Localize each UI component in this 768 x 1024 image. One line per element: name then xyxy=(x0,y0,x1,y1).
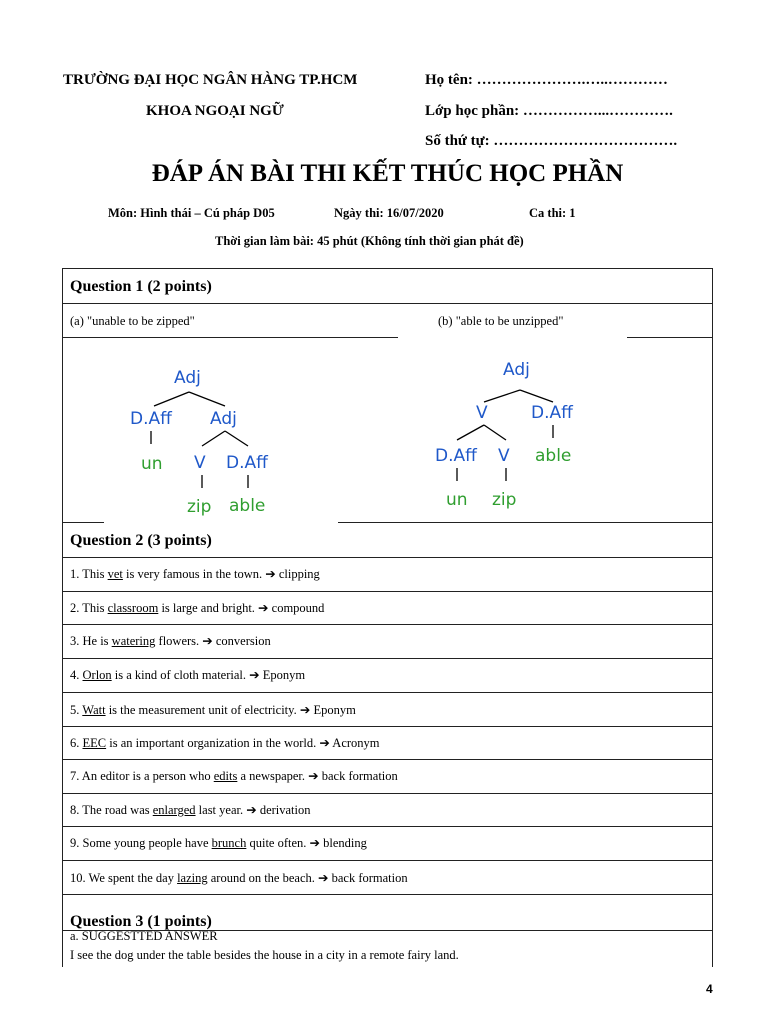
divider xyxy=(62,624,713,625)
tree-b-v: V xyxy=(476,403,488,423)
tree-a-leaf-zip: zip xyxy=(187,497,212,517)
tree-b-leaf-un: un xyxy=(446,490,468,510)
question1-heading: Question 1 (2 points) xyxy=(70,278,212,295)
divider xyxy=(62,759,713,760)
divider xyxy=(62,591,713,592)
divider xyxy=(627,337,713,338)
tree-a-leaf-un: un xyxy=(141,454,163,474)
exam-date: Ngày thi: 16/07/2020 xyxy=(334,206,444,220)
tree-diagram-a xyxy=(104,340,338,522)
exam-subject: Môn: Hình thái – Cú pháp D05 xyxy=(108,206,275,220)
name-field-label: Họ tên: ………………….…..………… xyxy=(425,72,668,88)
divider xyxy=(62,692,713,693)
divider xyxy=(62,658,713,659)
question1-part-b: (b) "able to be unzipped" xyxy=(438,314,564,328)
university-name: TRƯỜNG ĐẠI HỌC NGÂN HÀNG TP.HCM xyxy=(63,72,358,88)
number-field-label: Số thứ tự: ………………………………. xyxy=(425,133,678,149)
divider xyxy=(62,522,104,523)
page-number: 4 xyxy=(706,982,713,996)
question1-part-a: (a) "unable to be zipped" xyxy=(70,314,195,328)
divider xyxy=(62,557,713,558)
list-item: 9. Some young people have brunch quite often. ➔ blending xyxy=(70,836,367,850)
divider xyxy=(62,826,713,827)
divider xyxy=(62,894,713,895)
list-item: 10. We spent the day lazing around on the beach. ➔ back formation xyxy=(70,871,408,885)
tree-b-left-v: V xyxy=(498,446,510,466)
tree-a-daff: D.Aff xyxy=(226,453,268,473)
question3-subheading: a. SUGGESTTED ANSWER xyxy=(70,929,218,943)
divider xyxy=(338,522,713,523)
list-item: 5. Watt is the measurement unit of electricity. ➔ Eponym xyxy=(70,703,356,717)
tree-b-root: Adj xyxy=(503,360,530,380)
tree-a-leaf-able: able xyxy=(229,496,266,516)
list-item: 4. Orlon is a kind of cloth material. ➔ Eponym xyxy=(70,668,306,682)
list-item: 6. EEC is an important organization in the world. ➔ Acronym xyxy=(70,736,380,750)
table-border-top xyxy=(62,268,713,269)
tree-a-v: V xyxy=(194,453,206,473)
list-item: 8. The road was enlarged last year. ➔ derivation xyxy=(70,803,311,817)
divider xyxy=(62,793,713,794)
divider xyxy=(62,860,713,861)
question2-heading: Question 2 (3 points) xyxy=(70,532,212,549)
tree-diagram-b xyxy=(410,340,610,520)
page-title: ĐÁP ÁN BÀI THI KẾT THÚC HỌC PHẦN xyxy=(151,160,624,187)
tree-b-leaf-able: able xyxy=(535,446,572,466)
tree-a-left: D.Aff xyxy=(130,409,172,429)
divider xyxy=(62,337,398,338)
tree-b-left-daff: D.Aff xyxy=(435,446,477,466)
tree-b-daff: D.Aff xyxy=(531,403,573,423)
divider xyxy=(62,726,713,727)
tree-a-root: Adj xyxy=(174,368,201,388)
table-border-left xyxy=(62,268,63,967)
exam-shift: Ca thi: 1 xyxy=(529,206,576,220)
list-item: 3. He is watering flowers. ➔ conversion xyxy=(70,634,271,648)
list-item: 1. This vet is very famous in the town. ➔ clipping xyxy=(70,567,320,581)
table-border-right xyxy=(712,268,713,967)
list-item: 7. An editor is a person who edits a newspaper. ➔ back formation xyxy=(70,769,398,783)
faculty-name: KHOA NGOẠI NGỮ xyxy=(146,103,284,119)
exam-duration: Thời gian làm bài: 45 phút (Không tính thời gian phát đề) xyxy=(215,234,524,248)
list-item: 2. This classroom is large and bright. ➔ compound xyxy=(70,601,325,615)
question3-answer: I see the dog under the table besides the house in a city in a remote fairy land. xyxy=(70,948,459,962)
tree-b-leaf-zip: zip xyxy=(492,490,517,510)
tree-a-right: Adj xyxy=(210,409,237,429)
question3-heading: Question 3 (1 points) xyxy=(70,913,212,930)
class-field-label: Lớp học phần: ……………...…………. xyxy=(425,103,673,119)
divider xyxy=(62,303,713,304)
